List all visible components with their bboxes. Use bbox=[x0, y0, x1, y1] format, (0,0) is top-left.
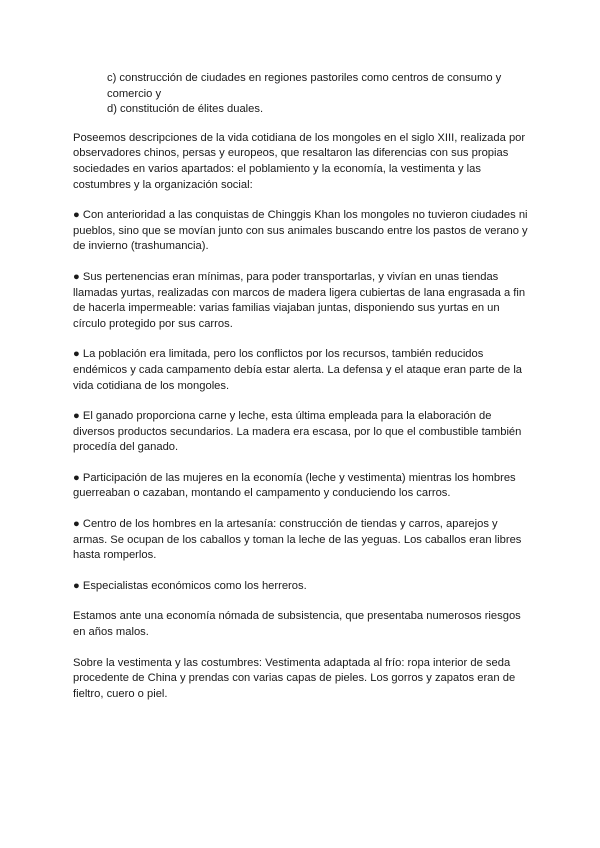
list-item-c: c) construcción de ciudades en regiones pastoriles como centros de consumo y comercio y bbox=[107, 72, 502, 100]
bullet-poblacion: ● La población era limitada, pero los conflictos por los recursos, también reducidos endémicos y cada campamento debía estar alerta. La defensa y el ataque eran parte de la vida cotidiana de los mongoles. bbox=[73, 348, 523, 392]
bullet-ganado: ● El ganado proporciona carne y leche, esta última empleada para la elaboración de diversos productos secundarios. La madera era escasa, por lo que el combustible también procedía del ganado. bbox=[73, 410, 522, 454]
list-continuation bbox=[73, 71, 528, 118]
economy-paragraph: Estamos ante una economía nómada de subsistencia, que presentaba numerosos riesgos en años malos. bbox=[73, 610, 521, 639]
bullet-hombres: ● Centro de los hombres en la artesanía: construcción de tiendas y carros, aparejos y armas. Se ocupan de los caballos y toman la leche de las yeguas. Los caballos eran libres hasta romperlos. bbox=[73, 518, 522, 562]
document-page bbox=[73, 71, 528, 702]
bullet-yurtas: ● Sus pertenencias eran mínimas, para poder transportarlas, y vivían en unas tiendas llamadas yurtas, realizadas con marcos de madera ligera cubiertas de lana engrasada a fin de hacerla impermeable: varias familias viajaban juntas, disponiendo sus yurtas en un círculo protegido por sus carros. bbox=[73, 270, 526, 330]
list-item-d: d) constitución de élites duales. bbox=[107, 103, 264, 116]
clothing-paragraph: Sobre la vestimenta y las costumbres: Vestimenta adaptada al frío: ropa interior de seda procedente de China y prendas con varias capas de pieles. Los gorros y zapatos eran de fieltro, cuero o piel. bbox=[73, 656, 516, 700]
intro-paragraph: Poseemos descripciones de la vida cotidiana de los mongoles en el siglo XIII, realizada por observadores chinos, persas y europeos, que resaltaron las diferencias con sus propias sociedades en varios apartados: el poblamiento y la economía, la vestimenta y las costumbres y la organización social: bbox=[73, 131, 526, 191]
bullet-trashumancia: ● Con anterioridad a las conquistas de Chinggis Khan los mongoles no tuvieron ciudades ni pueblos, sino que se movían junto con sus animales buscando entre los pastos de verano y de invierno (trashumancia). bbox=[73, 209, 528, 253]
bullet-mujeres: ● Participación de las mujeres en la economía (leche y vestimenta) mientras los hombres guerreaban o cazaban, montando el campamento y conduciendo los carros. bbox=[73, 471, 516, 500]
bullet-especialistas: ● Especialistas económicos como los herreros. bbox=[73, 579, 307, 592]
